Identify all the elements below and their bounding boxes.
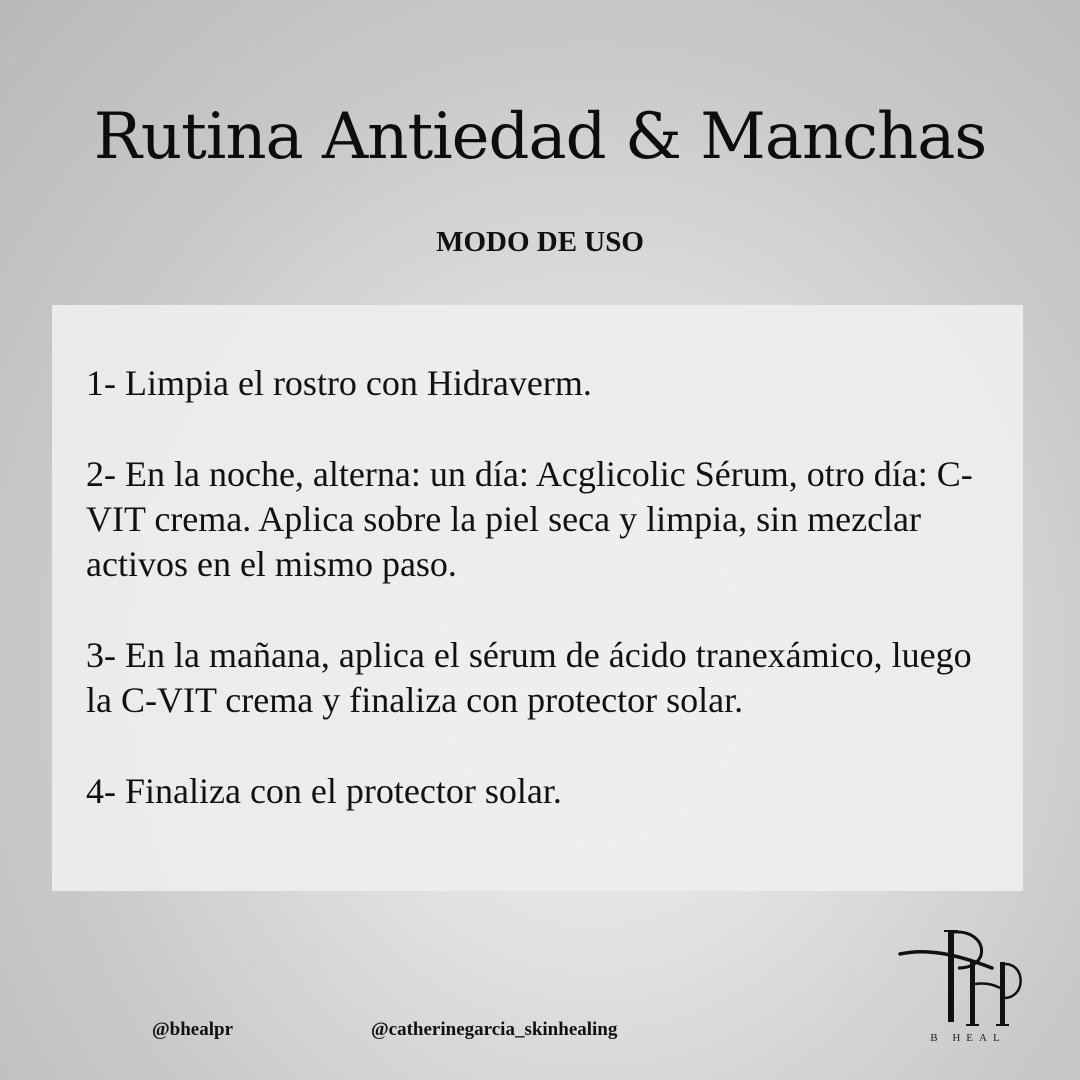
step-4: 4- Finaliza con el protector solar. [86, 771, 562, 811]
brand-logo [896, 924, 1040, 1054]
step-1: 1- Limpia el rostro con Hidraverm. [86, 363, 592, 403]
section-subtitle: MODO DE USO [436, 226, 644, 258]
page-title: Rutina Antiedad & Manchas [93, 100, 987, 174]
person-handle: @catherinegarcia_skinhealing [371, 1019, 618, 1040]
step-3: 3- En la mañana, aplica el sérum de ácido tranexámico, luego la C-VIT crema y finaliza con protector solar. [86, 635, 972, 720]
bheal-monogram-icon [896, 924, 1040, 1032]
instructions-card [52, 305, 1023, 891]
logo-caption: B HEAL [930, 1032, 1006, 1044]
step-2: 2- En la noche, alterna: un día: Acglicolic Sérum, otro día: C-VIT crema. Aplica sobre la piel seca y limpia, sin mezclar activos en el mismo paso. [86, 454, 973, 584]
brand-handle: @bhealpr [152, 1019, 234, 1040]
